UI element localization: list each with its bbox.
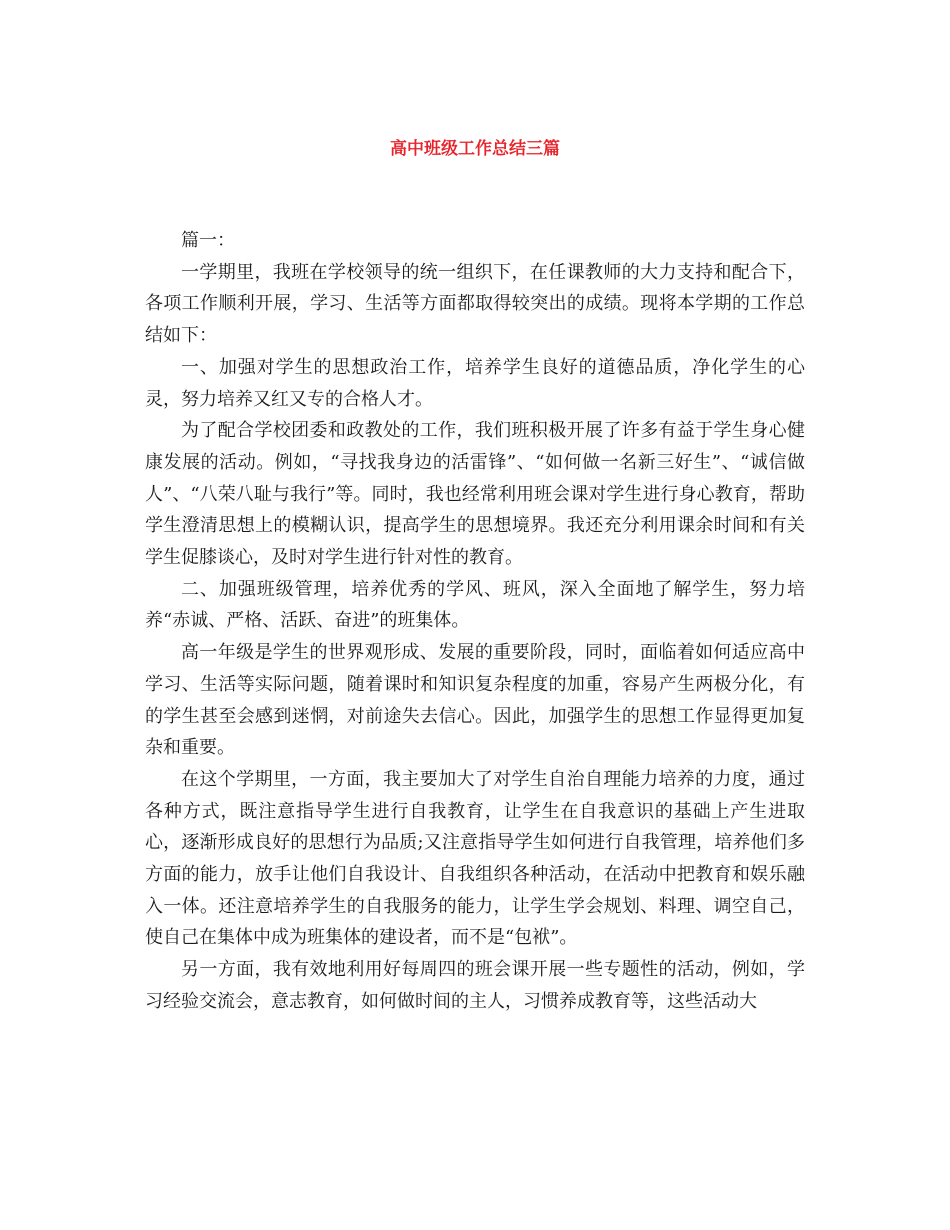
document-title: 高中班级工作总结三篇 <box>390 139 560 159</box>
paragraph: 为了配合学校团委和政教处的工作，我们班积极开展了许多有益于学生身心健康发展的活动。例如，“寻找我身边的活雷锋”、“如何做一名新三好生”、“诚信做人”、“八荣八耻与我行”等。同时，我也经常利用班会课对学生进行身心教育，帮助学生澄清思想上的模糊认识，提高学生的思想境界。我还充分利用课余时间和有关学生促膝谈心，及时对学生进行针对性的教育。 <box>145 420 805 569</box>
paragraph: 高一年级是学生的世界观形成、发展的重要阶段，同时，面临着如何适应高中学习、生活等实际问题，随着课时和知识复杂程度的加重，容易产生两极分化，有的学生甚至会感到迷惘，对前途失去信心。因此，加强学生的思想工作显得更加复杂和重要。 <box>145 642 805 759</box>
paragraph: 在这个学期里，一方面，我主要加大了对学生自治自理能力培养的力度，通过各种方式，既注意指导学生进行自我教育，让学生在自我意识的基础上产生进取心，逐渐形成良好的思想行为品质;又注意指导学生如何进行自我管理，培养他们多方面的能力，放手让他们自我设计、自我组织各种活动，在活动中把教育和娱乐融入一体。还注意培养学生的自我服务的能力，让学生学会规划、料理、调空自己，使自己在集体中成为班集体的建设者，而不是“包袱”。 <box>145 768 805 949</box>
document-body <box>145 225 805 1018</box>
paragraph-section-heading: 篇一： <box>181 230 235 251</box>
paragraph: 一学期里，我班在学校领导的统一组织下，在任课教师的大力支持和配合下，各项工作顺利开展，学习、生活等方面都取得较突出的成绩。现将本学期的工作总结如下： <box>145 261 805 347</box>
paragraph: 一、加强对学生的思想政治工作，培养学生良好的道德品质，净化学生的心灵，努力培养又红又专的合格人才。 <box>145 356 805 410</box>
paragraph: 二、加强班级管理，培养优秀的学风、班风，深入全面地了解学生，努力培养“赤诚、严格、活跃、奋进”的班集体。 <box>145 578 805 632</box>
paragraph: 另一方面，我有效地利用好每周四的班会课开展一些专题性的活动，例如，学习经验交流会，意志教育，如何做时间的主人，习惯养成教育等，这些活动大 <box>145 959 805 1012</box>
